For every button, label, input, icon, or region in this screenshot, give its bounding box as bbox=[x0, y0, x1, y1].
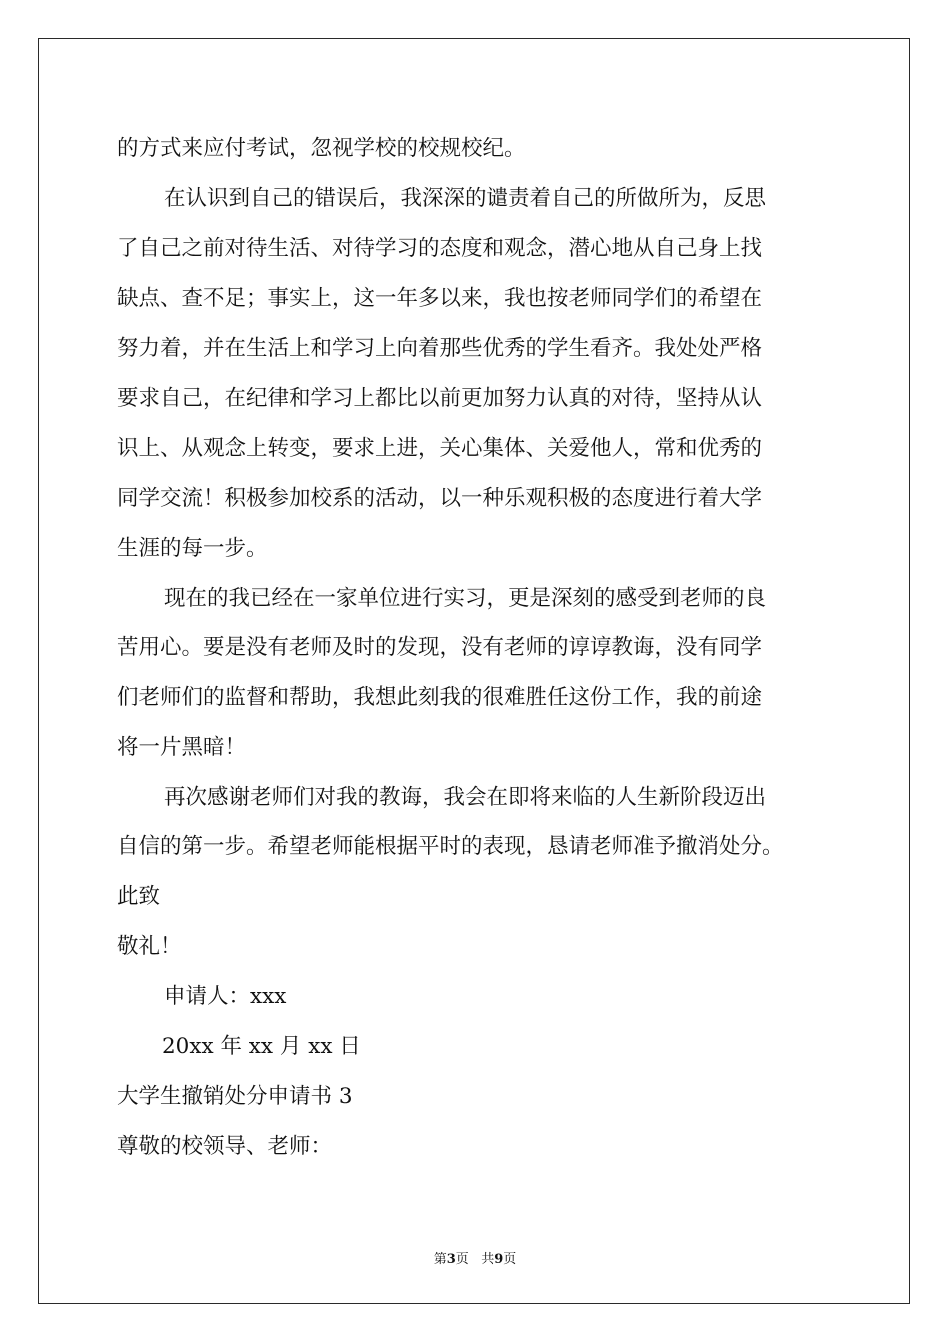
body-line: 要求自己，在纪律和学习上都比以前更加努力认真的对待，坚持从认 bbox=[117, 386, 763, 411]
page-number: 3 bbox=[446, 1252, 456, 1267]
closing-line: 敬礼！ bbox=[117, 934, 182, 959]
body-line: 同学交流！积极参加校系的活动，以一种乐观积极的态度进行着大学 bbox=[117, 486, 763, 511]
page-border bbox=[38, 38, 910, 1304]
body-line: 苦用心。要是没有老师及时的发现，没有老师的谆谆教诲，没有同学 bbox=[117, 635, 763, 660]
page-prefix: 第 bbox=[433, 1252, 447, 1267]
applicant-signature: 申请人：xxx bbox=[164, 984, 287, 1009]
body-line: 了自己之前对待生活、对待学习的态度和观念，潜心地从自己身上找 bbox=[117, 236, 763, 261]
total-prefix: 共 bbox=[481, 1252, 495, 1267]
body-line: 努力着，并在生活上和学习上向着那些优秀的学生看齐。我处处严格 bbox=[117, 336, 763, 361]
body-line: 识上、从观念上转变，要求上进，关心集体、关爱他人，常和优秀的 bbox=[117, 436, 763, 461]
body-line: 在认识到自己的错误后，我深深的谴责着自己的所做所为，反思 bbox=[164, 186, 767, 211]
salutation: 尊敬的校领导、老师： bbox=[117, 1134, 333, 1159]
body-line: 自信的第一步。希望老师能根据平时的表现，恳请老师准予撤消处分。 bbox=[117, 834, 784, 859]
body-line: 们老师们的监督和帮助，我想此刻我的很难胜任这份工作，我的前途 bbox=[117, 685, 763, 710]
body-line: 生涯的每一步。 bbox=[117, 536, 268, 561]
total-pages: 9 bbox=[494, 1252, 504, 1267]
body-line: 缺点、查不足；事实上，这一年多以来，我也按老师同学们的希望在 bbox=[117, 286, 763, 311]
signature-date: 20xx 年 xx 月 xx 日 bbox=[162, 1034, 361, 1059]
closing-line: 此致 bbox=[117, 884, 161, 909]
body-line: 的方式来应付考试，忽视学校的校规校纪。 bbox=[117, 136, 526, 161]
page-footer bbox=[0, 1248, 950, 1267]
body-line: 现在的我已经在一家单位进行实习，更是深刻的感受到老师的良 bbox=[164, 586, 767, 611]
section-title: 大学生撤销处分申请书 3 bbox=[117, 1084, 353, 1109]
total-suffix: 页 bbox=[503, 1252, 517, 1267]
page-suffix: 页 bbox=[455, 1252, 469, 1267]
body-line: 再次感谢老师们对我的教诲，我会在即将来临的人生新阶段迈出 bbox=[164, 785, 767, 810]
body-line: 将一片黑暗！ bbox=[117, 735, 247, 760]
